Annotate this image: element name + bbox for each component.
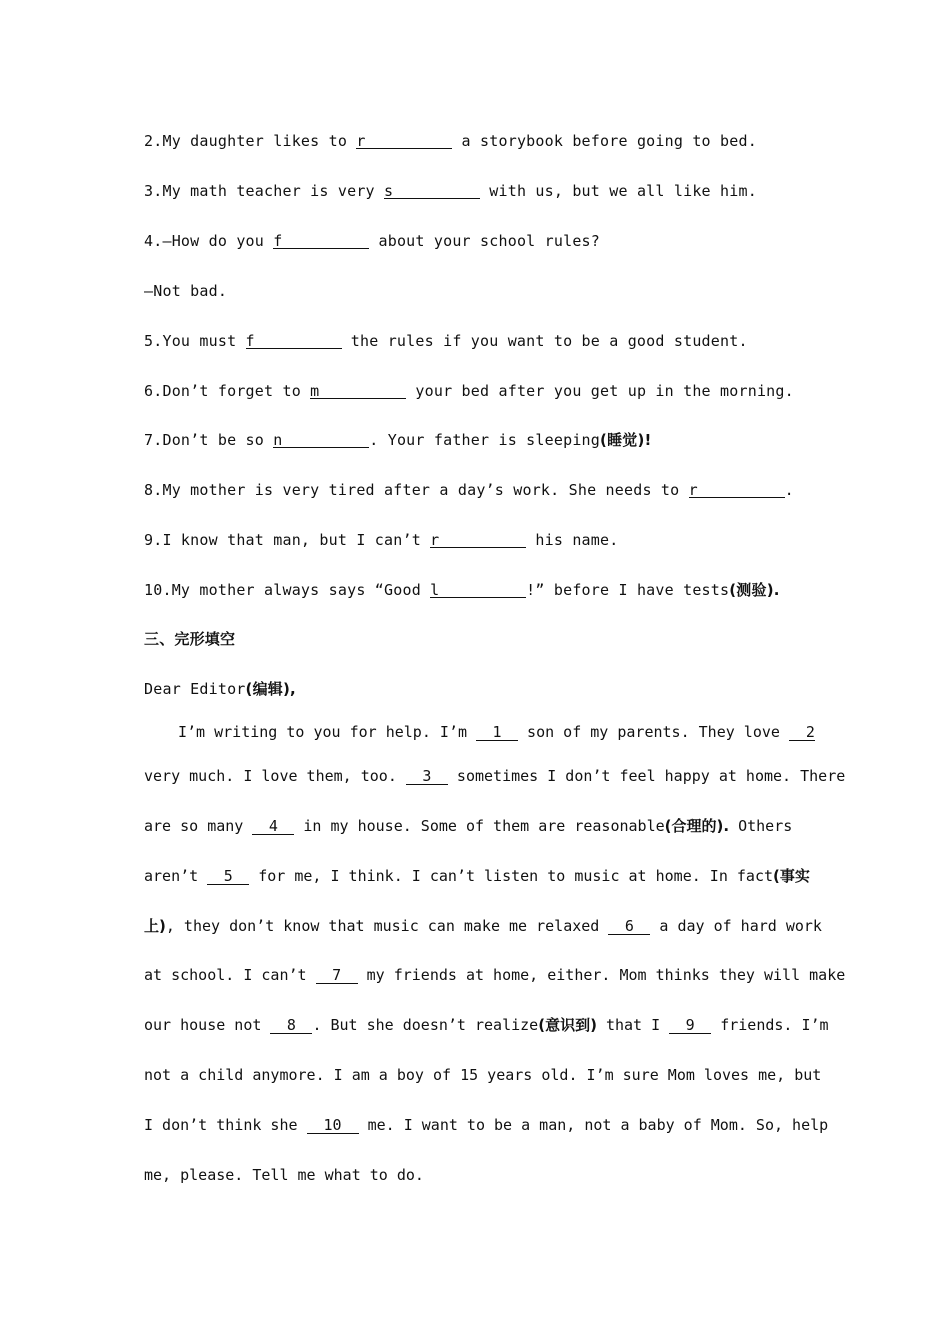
cloze-blank-1[interactable]: 1 [476,722,518,741]
cloze-blank-9[interactable]: 9 [669,1015,711,1034]
section-heading: 三、完形填空 [144,630,236,648]
answer-blank[interactable]: m [310,381,406,399]
cloze-blank-8[interactable]: 8 [270,1015,312,1034]
passage-line-6: at school. I can’t 7 my friends at home, either. Mom thinks they will make [144,966,846,984]
passage-line-7: our house not 8 . But she doesn’t realize(意识到) that I 9 friends. I’m [144,1016,829,1034]
passage-line-8: not a child anymore. I am a boy of 15 years old. I’m sure Mom loves me, but [144,1066,822,1084]
question-9: 9.I know that man, but I can’t r his name. [144,531,619,549]
letter-salutation: Dear Editor(编辑), [144,680,296,698]
question-6: 6.Don’t forget to m your bed after you get up in the morning. [144,382,794,400]
question-7: 7.Don’t be so n . Your father is sleeping(睡觉)! [144,431,652,449]
passage-line-9: I don’t think she 10 me. I want to be a man, not a baby of Mom. So, help [144,1116,829,1134]
cloze-blank-7[interactable]: 7 [316,965,358,984]
cloze-blank-5[interactable]: 5 [207,866,249,885]
cloze-blank-4[interactable]: 4 [252,816,294,835]
answer-blank[interactable]: r [689,480,785,498]
passage-line-2: very much. I love them, too. 3 sometimes I don’t feel happy at home. There [144,767,846,785]
passage-line-3: are so many 4 in my house. Some of them are reasonable(合理的). Others [144,817,793,835]
answer-blank[interactable]: l [430,580,526,598]
question-4: 4.—How do you f about your school rules? [144,232,601,250]
cloze-blank-6[interactable]: 6 [608,916,650,935]
answer-blank[interactable]: s [384,181,480,199]
passage-line-1: I’m writing to you for help. I’m 1 son of my parents. They love 2 [178,723,815,741]
answer-blank[interactable]: f [246,331,342,349]
cloze-blank-3[interactable]: 3 [406,766,448,785]
cloze-blank-10[interactable]: 10 [307,1115,359,1134]
answer-blank[interactable]: r [356,131,452,149]
passage-line-5: 上), they don’t know that music can make me relaxed 6 a day of hard work [144,917,822,935]
passage-line-10: me, please. Tell me what to do. [144,1166,424,1184]
question-3: 3.My math teacher is very s with us, but we all like him. [144,182,757,200]
passage-line-4: aren’t 5 for me, I think. I can’t listen to music at home. In fact(事实 [144,867,810,885]
question-2: 2.My daughter likes to r a storybook before going to bed. [144,132,757,150]
question-5: 5.You must f the rules if you want to be a good student. [144,332,748,350]
cloze-blank-2[interactable]: 2 [789,722,815,741]
answer-blank[interactable]: f [273,231,369,249]
answer-blank[interactable]: r [430,530,526,548]
question-4-reply: —Not bad. [144,282,228,300]
question-10: 10.My mother always says “Good l !” before I have tests(测验). [144,581,780,599]
answer-blank[interactable]: n [273,430,369,448]
question-8: 8.My mother is very tired after a day’s work. She needs to r . [144,481,794,499]
